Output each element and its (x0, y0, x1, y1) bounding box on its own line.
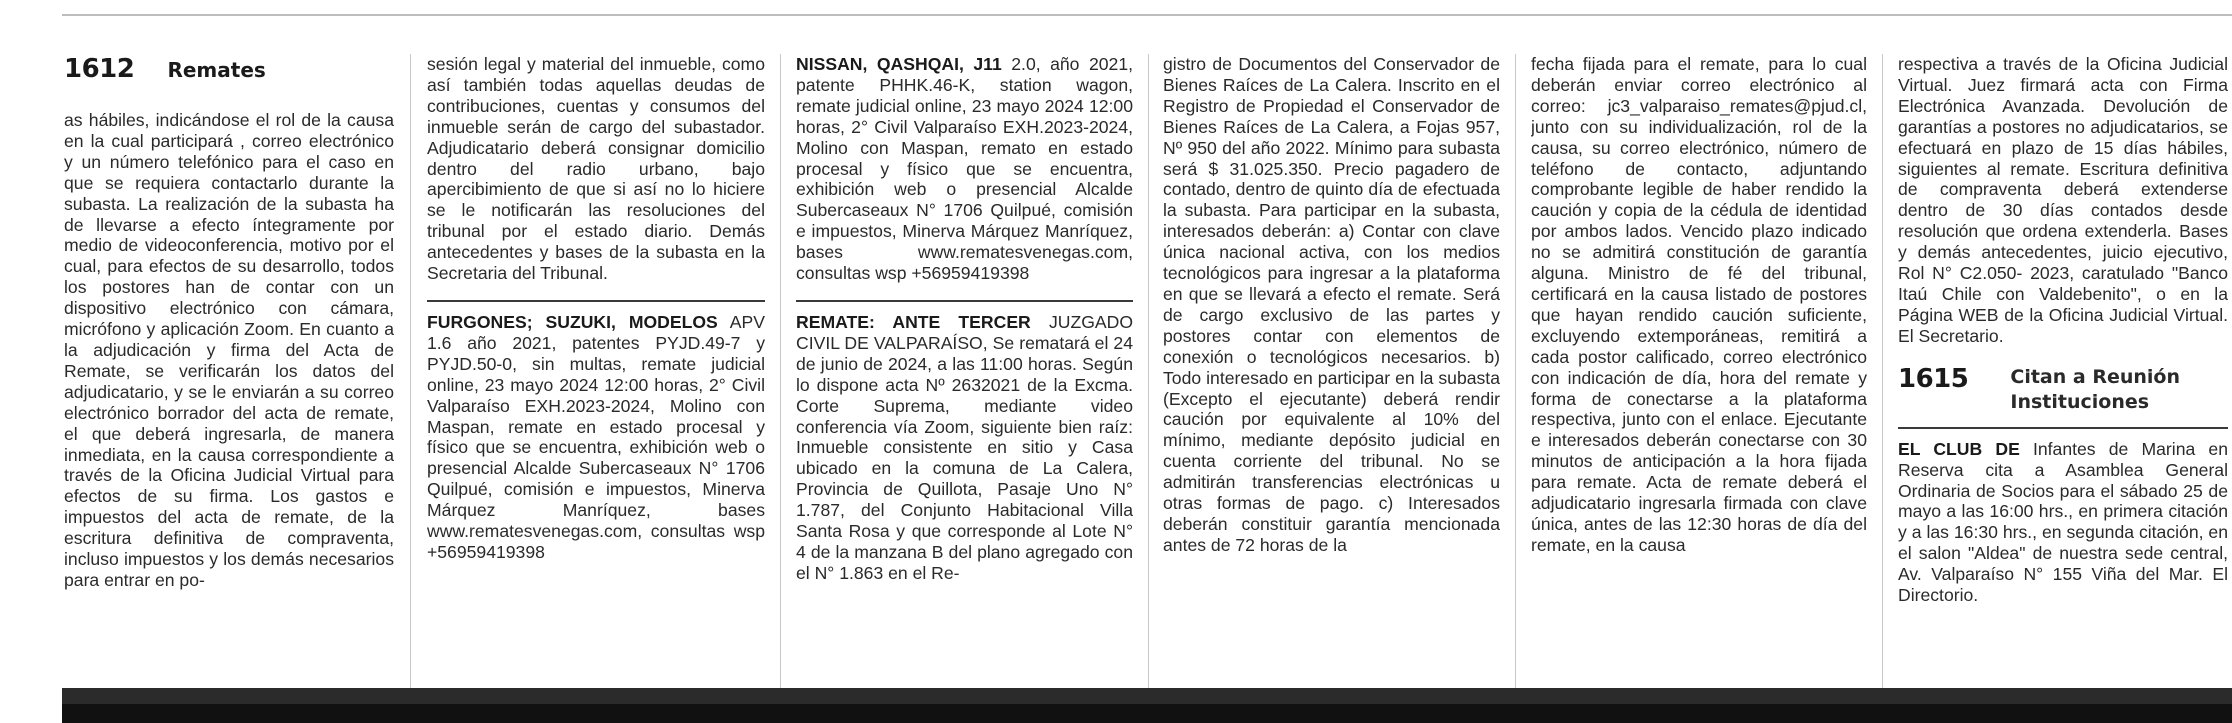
column-4 (1163, 54, 1500, 684)
section-title: Remates (167, 58, 266, 82)
column-5 (1531, 54, 1867, 684)
notice-text: Infantes de Marina en Reserva cita a Asamblea General Ordinaria de Socios para el sábado 25 de mayo a las 16:00 hrs., en primera citación y a las 16:30 hrs., en segunda citación, en el salon "Aldea" de nuestra sede central, Av. Valparaíso N° 155 Viña del Mar. El Directorio. (1898, 438, 2228, 606)
column-divider (1148, 54, 1149, 688)
notice-remate-tercer-juzgado (796, 312, 1133, 584)
notice-separator (796, 300, 1133, 302)
notice-text: respectiva a través de la Oficina Judicial Virtual. Juez firmará acta con Firma Electrónica Avanzada. Devolución de garantías a postores no adjudicatarios, se efectuará en plazo de 15 días hábiles, siguientes al remate. Escritura definitiva de compraventa deberá extenderse dentro de 30 días contados desde resolución que ordena extenderla. Bases y demás antecedentes, juicio ejecutivo, Rol N° C2.050- 2023, caratulado "Banco Itaú Chile con Valdebenito", o en la Página WEB de la Oficina Judicial Virtual. El Secretario. (1898, 54, 2228, 346)
notice-text: fecha fijada para el remate, para lo cual deberán enviar correo electrónico al correo: jc3_valparaiso_remates@pjud.cl, junto con su individualización, rol de la causa, su correo electrónico, número de teléfono de contacto, adjuntando comprobante legible de haber rendido la caución y copia de la cédula de identidad por ambos lados. Vencido plazo indicado no se admitirá constitución de garantía alguna. Ministro de fé del tribunal, certificará en la causa listado de postores que hayan rendido caución suficiente, excluyendo extemporáneas, remitirá a cada postor calificado, correo electrónico con indicación de día, hora del remate y forma de conectarse a la plataforma respectiva, junto con el enlace. Ejecutante e interesados deberán conectarse con 30 minutos de anticipación a la hora fijada para remate. Acta de remate deberá el adjudicatario ingresarla firmada con clave única, antes de las 12:30 horas de día del remate, en la causa (1531, 54, 1867, 555)
notice-text: JUZGADO CIVIL DE VALPARAÍSO, Se rematará el 24 de junio de 2024, a las 11:00 horas. Según lo dispone acta Nº 2632021 de la Excma. Corte Suprema, mediante video conferencia vía Zoom, siguiente bien raíz: Inmueble consistente en sitio y Casa ubicado en la comuna de La Calera, Provincia de Quillota, Pasaje Uno N° 1.787, del Conjunto Habitacional Villa Santa Rosa y que corresponde al Lote N° 4 de la manzana B del plano agregado con el N° 1.863 en el Re- (796, 311, 1133, 583)
notice-text: APV 1.6 año 2021, patentes PYJD.49-7 y PYJD.50-0, sin multas, remate judicial online, 23 mayo 2024 12:00 horas, 2° Civil Valparaíso EXH.2023-2024, Molino con Maspan, remate en estado procesal y físico que se encuentra, exhibición web o presencial Alcalde Subercaseaux N° 1706 Quilpué, comisión e impuestos, Minerva Márquez Manríquez, bases www.rematesvenegas.com, consultas wsp +56959419398 (427, 311, 765, 562)
notice-furgones-suzuki (427, 312, 765, 563)
bottom-bar (62, 704, 2232, 723)
notice-nissan-qashqai (796, 54, 1133, 284)
column-2 (427, 54, 765, 684)
notice-text: 2.0, año 2021, patente PHHK.46-K, station wagon, remate judicial online, 23 mayo 2024 12:00 horas, 2° Civil Valparaíso EXH.2023-2024, Molino con Maspan, remato en estado procesal y físico que se encuentra, exhibición web o presencial Alcalde Subercaseaux N° 1706 Quilpué, comisión e impuestos, Minerva Márquez Manríquez, bases www.rematesvenegas.com, consultas wsp +56959419398 (796, 54, 1133, 284)
column-1 (64, 110, 394, 684)
section-number: 1612 (64, 54, 135, 84)
section-header-1612 (64, 54, 266, 84)
notice-text: gistro de Documentos del Conservador de Bienes Raíces de La Calera. Inscrito en el Registro de Propiedad el Conservador de Bienes Raíces de La Calera, a Fojas 957, Nº 950 del año 2022. Mínimo para subasta será $ 31.025.350. Precio pagadero de contado, dentro de quinto día de efectuada la subasta. Para participar en la subasta, interesados deberán: a) Contar con clave única nacional activa, con los medios tecnológicos para ingresar a la plataforma en que se llevará a efecto el remate. Será de cargo exclusivo de las partes y postores contar con elementos de conexión o tecnológicos necesarios. b) Todo interesado en participar en la subasta (Excepto el ejecutante) deberá rendir caución por equivalente al 10% del mínimo, mediante depósito judicial en cuenta corriente del tribunal. No se admitirán transferencias electrónicas u otras formas de pago. c) Interesados deberán constituir garantía mencionada antes de 72 horas de la (1163, 54, 1500, 555)
column-divider (1515, 54, 1516, 688)
section-title (2010, 365, 2180, 415)
notice-text: as hábiles, indicándose el rol de la causa en la cual participará , correo electrónico y un número telefónico para el caso en que se requiera contactarlo durante la subasta. La realización de la subasta ha de llevarse a efecto íntegramente por medio de videoconferencia, motivo por el cual, para efectos de su desarrollo, todos los postores han de contar con un dispositivo electrónico con cámara, micrófono y aplicación Zoom. En cuanto a la adjudicación y firma del Acta de Remate, se verificarán los datos del adjudicatario, y se le enviarán a su correo electrónico borrador del acta de remate, el que deberá ingresarla, de manera inmediata, en la causa correspondiente a través de la Oficina Judicial Virtual para efectos de su firma. Los gastos e impuestos del acta de remate, de la escritura definitiva de compraventa, incluso impuestos y los demás necesarios para entrar en po- (64, 110, 394, 590)
notice-separator (427, 300, 765, 302)
column-3 (796, 54, 1133, 684)
notice-club-infantes-marina (1898, 439, 2228, 606)
section-number: 1615 (1898, 363, 1969, 394)
top-rule (62, 14, 2232, 16)
section-title-line: Instituciones (2010, 390, 2150, 413)
notice-lead: EL CLUB DE (1898, 438, 2020, 459)
column-6 (1898, 54, 2228, 684)
column-divider (410, 54, 411, 688)
notice-lead: REMATE: ANTE TERCER (796, 311, 1031, 332)
column-divider (1882, 54, 1883, 688)
notice-lead: NISSAN, QASHQAI, J11 (796, 54, 1002, 74)
notice-separator (1898, 427, 2228, 429)
column-divider (780, 54, 781, 688)
notice-lead: FURGONES; SUZUKI, MODELOS (427, 311, 718, 332)
section-header-1615 (1898, 365, 2228, 415)
notice-text: sesión legal y material del inmueble, como así también todas aquellas deudas de contribuciones, cuentas y consumos del inmueble serán de cargo del subastador. Adjudicatario deberá consignar domicilio dentro del radio urbano, bajo apercibimiento de que si así no lo hiciere se le notificarán las resoluciones del tribunal por el estado diario. Demás antecedentes y bases de la subasta en la Secretaria del Tribunal. (427, 54, 765, 284)
footer-band (62, 688, 2232, 704)
section-title-line: Citan a Reunión (2010, 365, 2180, 388)
